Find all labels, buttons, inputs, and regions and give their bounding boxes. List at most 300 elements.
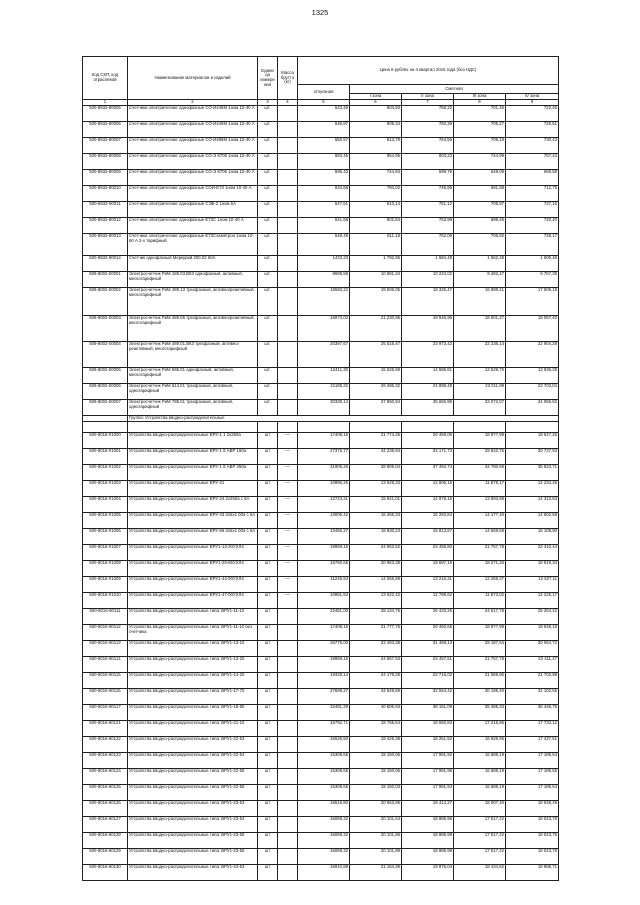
item-unit: шт — [258, 865, 278, 881]
item-mass — [278, 785, 298, 801]
item-code: 509-8002-00004 — [83, 342, 128, 368]
item-name: Счетчики электрические однофазные СОИ-Е73 1ном 10-40 А — [128, 186, 258, 202]
item-code: 500-8016-90114 — [83, 657, 128, 673]
price-zone-2: 17 991,95 — [402, 769, 454, 785]
price-zone-3: 29 842,75 — [454, 449, 506, 465]
item-mass: — — [278, 481, 298, 497]
price-zone-1: 21 230,95 — [350, 316, 402, 342]
price-zone-4: 23 703,04 — [506, 384, 559, 400]
price-zone-1: 26 496,32 — [350, 384, 402, 400]
table-row — [83, 785, 559, 801]
item-unit: шт. — [258, 138, 278, 154]
item-unit: шт — [258, 721, 278, 737]
item-name: Устройства вводно-распределительные ВРУ1-44-00УХЛ4 — [128, 577, 258, 593]
price-zone-1: 19 150,06 — [350, 753, 402, 769]
item-name: Устройства вводно-распределительные типа: ВРУ1-23-53 — [128, 801, 258, 817]
item-name: Устройства вводно-распределительные типа: ВРУ1-24-53 — [128, 865, 258, 881]
price-otpusk: 27699,27 — [298, 689, 350, 705]
item-code: 500-8016-90123 — [83, 753, 128, 769]
item-unit: шт. — [258, 122, 278, 138]
price-zone-1: 809,34 — [350, 122, 402, 138]
item-mass — [278, 737, 298, 753]
item-code: 500-8016-01006 — [83, 529, 128, 545]
item-code: 500-8832-90006 — [83, 122, 128, 138]
price-zone-4: 17 189,54 — [506, 785, 559, 801]
price-zone-3: 16 688,19 — [454, 753, 506, 769]
price-zone-3: 21 757,78 — [454, 657, 506, 673]
price-otpusk: 15308,65 — [298, 753, 350, 769]
price-zone-3: 24 517,78 — [454, 609, 506, 625]
price-zone-4: 14 602,68 — [506, 513, 559, 529]
item-name: Устройства вводно-распределительные ВРУ-43 2х5х1 00а с 6А — [128, 513, 258, 529]
item-name: Устройства вводно-распределительные типа: ВРУ1-23-54 — [128, 817, 258, 833]
item-code: 500-8832-90013 — [83, 234, 128, 256]
item-unit: шт. — [258, 368, 278, 384]
price-zone-1: 19 150,03 — [350, 785, 402, 801]
item-code: 500-8832-90009 — [83, 170, 128, 186]
item-mass: — — [278, 465, 298, 481]
table-row — [83, 497, 559, 513]
price-zone-1: 15 525,69 — [350, 368, 402, 384]
price-zone-1: 802,84 — [350, 218, 402, 234]
price-zone-1: 19 506,05 — [350, 288, 402, 316]
item-mass — [278, 342, 298, 368]
price-otpusk: 16516,80 — [298, 801, 350, 817]
price-zone-2: 1 684,48 — [402, 256, 454, 272]
table-row — [83, 368, 559, 384]
item-unit: шт — [258, 737, 278, 753]
item-unit: шт. — [258, 154, 278, 170]
price-zone-1: 16 830,23 — [350, 529, 402, 545]
item-unit: шт. — [258, 272, 278, 288]
item-code: 500-8016-01010 — [83, 593, 128, 609]
price-otpusk: 16973,03 — [298, 316, 350, 342]
price-zone-4: 1 609,46 — [506, 256, 559, 272]
price-zone-4: 25 254,42 — [506, 609, 559, 625]
table-row — [83, 316, 559, 342]
table-row — [83, 737, 559, 753]
item-code: 500-8016-01002 — [83, 465, 128, 481]
item-mass — [278, 753, 298, 769]
header-otpusk: отпускная — [298, 85, 350, 100]
header-zone-3: III зона — [454, 94, 506, 100]
price-zone-1: 794,02 — [350, 186, 402, 202]
item-mass — [278, 316, 298, 342]
price-otpusk: 10896,25 — [298, 481, 350, 497]
price-otpusk: 634,68 — [298, 186, 350, 202]
item-unit: шт. — [258, 186, 278, 202]
price-zone-3: 701,46 — [454, 106, 506, 122]
table-row — [83, 433, 559, 449]
price-otpusk: 31905,26 — [298, 465, 350, 481]
item-code: 500-8832-90010 — [83, 186, 128, 202]
price-zone-4: 18 819,34 — [506, 561, 559, 577]
price-zone-3: 17 215,86 — [454, 721, 506, 737]
price-zone-4: 31 102,65 — [506, 689, 559, 705]
price-zone-3: 16 998,41 — [454, 288, 506, 316]
price-zone-2: 18 885,99 — [402, 833, 454, 849]
price-zone-2: 15 813,67 — [402, 529, 454, 545]
price-zone-4: 18 043,78 — [506, 849, 559, 865]
price-otpusk: 19959,16 — [298, 545, 350, 561]
item-mass — [278, 234, 298, 256]
item-unit: шт — [258, 465, 278, 481]
table-row — [83, 657, 559, 673]
item-name: Электросчетчик РиМ 586.01 однофазный, активный, многотарифный — [128, 368, 258, 384]
item-code: 500-8016-90117 — [83, 705, 128, 721]
item-mass — [278, 689, 298, 705]
item-name: Счетчики электрические однофазные СО-И446М 1ном 10-40 А — [128, 106, 258, 122]
price-zone-1: 19 755,54 — [350, 721, 402, 737]
item-name: Электросчетчик РиМ 614.01 трехфазный, активный, однотарифный — [128, 384, 258, 400]
price-otpusk: 17409,16 — [298, 433, 350, 449]
price-zone-2: 12 789,62 — [402, 593, 454, 609]
price-otpusk: 15529,50 — [298, 737, 350, 753]
price-zone-1: 34 239,84 — [350, 449, 402, 465]
price-zone-2: 753,98 — [402, 218, 454, 234]
price-zone-2: 23 973,42 — [402, 342, 454, 368]
item-code: 500-8016-01004 — [83, 497, 128, 513]
item-unit: шт — [258, 481, 278, 497]
price-zone-2: 762,09 — [402, 234, 454, 256]
price-zone-2: 32 554,42 — [402, 689, 454, 705]
item-unit: шт. — [258, 106, 278, 122]
item-mass: — — [278, 593, 298, 609]
price-zone-2: 22 716,02 — [402, 673, 454, 689]
price-zone-1: 20 101,86 — [350, 833, 402, 849]
item-mass — [278, 865, 298, 881]
price-zone-3: 29 187,64 — [454, 641, 506, 657]
item-mass — [278, 186, 298, 202]
price-otpusk: 27375,77 — [298, 449, 350, 465]
price-zone-1: 24 178,28 — [350, 673, 402, 689]
price-zone-1: 28 134,75 — [350, 609, 402, 625]
item-code: 500-8016-90116 — [83, 689, 128, 705]
price-zone-4: 730,43 — [506, 138, 559, 154]
item-mass — [278, 288, 298, 316]
price-zone-1: 1 792,95 — [350, 256, 402, 272]
item-mass: — — [278, 513, 298, 529]
price-otpusk: 21189,32 — [298, 384, 350, 400]
table-row — [83, 609, 559, 625]
item-code — [83, 422, 128, 433]
item-code: 500-8832-90014 — [83, 256, 128, 272]
item-unit: шт — [258, 593, 278, 609]
table-row — [83, 577, 559, 593]
item-mass: — — [278, 433, 298, 449]
table-row — [83, 641, 559, 657]
item-mass — [278, 218, 298, 234]
price-zone-2: 17 991,92 — [402, 753, 454, 769]
price-zone-2: 35 656,95 — [402, 400, 454, 416]
item-name: Устройства вводно-распределительные ВРУ-1 1 2х250а — [128, 433, 258, 449]
price-zone-3: 21 069,90 — [454, 673, 506, 689]
item-code: 500-8016-90115 — [83, 673, 128, 689]
item-name: Счетчики электрические однофазные СО-И449М 1ном 10-40 А — [128, 122, 258, 138]
item-code: 500-8832-90007 — [83, 138, 128, 154]
price-zone-3: 17 517,42 — [454, 833, 506, 849]
price-zone-3: 11 873,02 — [454, 593, 506, 609]
table-row — [83, 202, 559, 218]
item-name: Устройства вводно-распределительные типа: ВРУ1-13-10 — [128, 641, 258, 657]
price-zone-2: 10 223,02 — [402, 272, 454, 288]
price-zone-1: 21 777,76 — [350, 625, 402, 641]
price-zone-2: 18 885,96 — [402, 817, 454, 833]
item-code: 500-8016-90124 — [83, 769, 128, 785]
price-zone-1: 34 649,69 — [350, 689, 402, 705]
price-otpusk: 22481,00 — [298, 609, 350, 625]
item-code: 509-8002-00007 — [83, 400, 128, 416]
table-row — [83, 256, 559, 272]
item-unit: шт — [258, 817, 278, 833]
price-zone-2: 38 151,09 — [402, 705, 454, 721]
price-zone-1: 13 628,33 — [350, 481, 402, 497]
table-row — [83, 384, 559, 400]
table-row — [83, 234, 559, 256]
price-zone-1: 810,14 — [350, 202, 402, 218]
price-zone-2: 20 460,65 — [402, 625, 454, 641]
price-zone-1: 25 516,47 — [350, 342, 402, 368]
price-zone-3: 17 517,42 — [454, 817, 506, 833]
price-zone-1: 811,18 — [350, 234, 402, 256]
item-mass — [278, 400, 298, 416]
col-number: 2 — [128, 100, 258, 106]
table-row — [83, 154, 559, 170]
item-code: 500-8016-01009 — [83, 577, 128, 593]
item-name: Счетчики электрические однофазные СО-Э 6706 1ном 10-40 А — [128, 170, 258, 186]
table-row — [83, 849, 559, 865]
header-zone-1: I зона — [350, 94, 402, 100]
price-zone-2: 14 586,81 — [402, 368, 454, 384]
header-zone-2: II зона — [402, 94, 454, 100]
item-mass: — — [278, 545, 298, 561]
header-mass: Масса брутто (кг) — [278, 57, 298, 100]
item-unit: шт — [258, 529, 278, 545]
price-otpusk: 16069,32 — [298, 849, 350, 865]
item-code: 509-8002-00001 — [83, 272, 128, 288]
col-number: 3 — [258, 100, 278, 106]
item-unit: шт — [258, 625, 278, 641]
table-row — [83, 186, 559, 202]
price-zone-4: 17 733,12 — [506, 721, 559, 737]
item-code: 500-8016-01005 — [83, 513, 128, 529]
item-unit: шт — [258, 801, 278, 817]
item-name: Устройства вводно-распределительные ВРУ-21 — [128, 481, 258, 497]
price-otpusk: 8698,58 — [298, 272, 350, 288]
col-number: 4 — [278, 100, 298, 106]
item-code: 500-8016-90111 — [83, 609, 128, 625]
price-otpusk: 683,45 — [298, 154, 350, 170]
item-mass — [278, 609, 298, 625]
table-row — [83, 465, 559, 481]
table-row — [83, 865, 559, 881]
price-zone-2: 31 468,13 — [402, 641, 454, 657]
item-code: 500-8016-90121 — [83, 721, 128, 737]
price-otpusk: 15308,65 — [298, 785, 350, 801]
price-otpusk: 12411,30 — [298, 368, 350, 384]
item-unit: шт. — [258, 202, 278, 218]
price-otpusk: 16760,65 — [298, 561, 350, 577]
price-zone-4: 21 702,98 — [506, 673, 559, 689]
price-zone-3: 23 011,99 — [454, 384, 506, 400]
price-zone-1: 40 606,93 — [350, 705, 402, 721]
item-unit: шт. — [258, 288, 278, 316]
group-title: Группа: Устройства вводно-распределительные — [128, 416, 559, 422]
price-zone-4: 19 547,26 — [506, 433, 559, 449]
price-zone-2: 19 697,19 — [402, 561, 454, 577]
item-name: Счетчики электрические однофазные Е73С 1ном 10-40 А — [128, 218, 258, 234]
price-zone-4: 720,40 — [506, 218, 559, 234]
price-zone-3: 13 893,88 — [454, 497, 506, 513]
item-code: 500-8016-90126 — [83, 801, 128, 817]
item-name: Устройства вводно-распределительные ВРУ-24 2х250а с 6А — [128, 497, 258, 513]
item-mass: — — [278, 529, 298, 545]
col-number: 8 — [454, 100, 506, 106]
table-row — [83, 801, 559, 817]
item-code: 509-8002-00002 — [83, 288, 128, 316]
price-zone-3: 18 007,40 — [454, 801, 506, 817]
item-code: 500-8016-01007 — [83, 545, 128, 561]
price-zone-4: 727,16 — [506, 202, 559, 218]
price-zone-2: 18 885,98 — [402, 849, 454, 865]
price-otpusk: 26775,00 — [298, 641, 350, 657]
item-mass — [278, 721, 298, 737]
item-name: Устройства вводно-распределительные типа: ВРУ1-23-56 — [128, 849, 258, 865]
price-zone-3: 706,92 — [454, 234, 506, 256]
item-unit: шт. — [258, 170, 278, 186]
item-name: Устройства вводно-распределительные ВРУ-1 8 АВР 250а — [128, 465, 258, 481]
price-zone-2: 15 283,84 — [402, 513, 454, 529]
price-otpusk: 19328,14 — [298, 673, 350, 689]
price-zone-2: 803,23 — [402, 154, 454, 170]
price-otpusk: 647,61 — [298, 202, 350, 218]
item-code: 509-8002-00006 — [83, 384, 128, 400]
price-zone-2: 745,95 — [402, 186, 454, 202]
price-zone-4: 722,46 — [506, 106, 559, 122]
price-zone-1: 21 774,25 — [350, 433, 402, 449]
header-price-group: Цена в рублях на 4 квартал 2015 года (без НДС) — [298, 57, 559, 85]
price-zone-3: 12 259,37 — [454, 577, 506, 593]
price-zone-1: 813,78 — [350, 138, 402, 154]
price-otpusk: 595,43 — [298, 170, 350, 186]
price-zone-2: 758,32 — [402, 106, 454, 122]
table-row — [83, 170, 559, 186]
item-unit: шт. — [258, 234, 278, 256]
price-zone-1: 15 941,01 — [350, 497, 402, 513]
item-name: Устройства вводно-распределительные типа: ВРУ1-22-55 — [128, 769, 258, 785]
price-zone-4: 17 189,55 — [506, 769, 559, 785]
item-code: 500-8016-01003 — [83, 481, 128, 497]
item-unit: шт — [258, 577, 278, 593]
price-zone-1: 20 663,96 — [350, 801, 402, 817]
price-zone-3: 21 757,78 — [454, 545, 506, 561]
price-otpusk: 15308,65 — [298, 769, 350, 785]
item-unit: шт. — [258, 316, 278, 342]
item-name: Устройства вводно-распределительные типа: ВРУ1-11-10 — [128, 609, 258, 625]
item-mass — [278, 256, 298, 272]
price-zone-4: 22 410,44 — [506, 545, 559, 561]
item-unit: шт. — [258, 342, 278, 368]
price-otpusk: 13005,42 — [298, 513, 350, 529]
item-name: Устройства вводно-распределительные ВРУ1-13-20УХЛ4 — [128, 545, 258, 561]
price-zone-2: 32 171,73 — [402, 449, 454, 465]
header-code: Код СКП, код отраслевой — [83, 57, 128, 100]
item-mass — [278, 170, 298, 186]
table-row — [83, 449, 559, 465]
price-zone-2: 13 216,31 — [402, 577, 454, 593]
table-row — [83, 817, 559, 833]
price-zone-1: 39 905,04 — [350, 465, 402, 481]
item-name: Счетчики электрические однофазные СЭБ-2 1ном 5А — [128, 202, 258, 218]
price-otpusk: 20397,67 — [298, 342, 350, 368]
col-number: 1 — [83, 100, 128, 106]
price-zone-4: 17 189,54 — [506, 753, 559, 769]
price-zone-3 — [454, 422, 506, 433]
item-name: Счетчики электрические однофазные СО-Э 6705 1ном 10-40 А — [128, 154, 258, 170]
item-name: Устройства вводно-распределительные типа: ВРУ1-11-10 без счетчика — [128, 625, 258, 641]
price-otpusk: 10881,53 — [298, 593, 350, 609]
price-zone-3: 699,46 — [454, 218, 506, 234]
price-zone-4: 18 043,75 — [506, 833, 559, 849]
item-unit: шт — [258, 497, 278, 513]
table-row — [83, 513, 559, 529]
item-mass — [278, 122, 298, 138]
item-name: Устройства вводно-распределительные типа: ВРУ1-17-70 — [128, 689, 258, 705]
price-zone-3: 705,27 — [454, 122, 506, 138]
price-otpusk: 12743,31 — [298, 497, 350, 513]
item-code: 500-8016-90128 — [83, 833, 128, 849]
price-zone-4: 19 057,40 — [506, 316, 559, 342]
item-code: 500-8832-90008 — [83, 154, 128, 170]
item-code: 509-8002-00003 — [83, 316, 128, 342]
price-zone-4: 34 065,62 — [506, 400, 559, 416]
table-row — [83, 342, 559, 368]
item-name — [128, 422, 258, 433]
price-zone-4: 30 737,93 — [506, 449, 559, 465]
price-zone-2: 760,39 — [402, 122, 454, 138]
item-name: Устройства вводно-распределительные типа: ВРУ1-21-10 — [128, 721, 258, 737]
price-zone-4: 12 225,17 — [506, 593, 559, 609]
col-number: 5 — [298, 100, 350, 106]
price-zone-1: 744,84 — [350, 170, 402, 186]
price-zone-2: 24 899,48 — [402, 384, 454, 400]
price-zone-4: 12 234,45 — [506, 481, 559, 497]
item-mass — [278, 422, 298, 433]
price-otpusk: 1433,33 — [298, 256, 350, 272]
item-code: 500-8016-90113 — [83, 641, 128, 657]
item-mass — [278, 673, 298, 689]
price-zone-1: 19 150,06 — [350, 769, 402, 785]
price-zone-4: 17 509,18 — [506, 288, 559, 316]
col-number: 9 — [506, 100, 559, 106]
price-zone-4: 668,59 — [506, 170, 559, 186]
item-mass — [278, 769, 298, 785]
price-otpusk: 30339,14 — [298, 400, 350, 416]
price-zone-1: 13 622,42 — [350, 593, 402, 609]
price-zone-3: 13 529,75 — [454, 368, 506, 384]
table-row — [83, 833, 559, 849]
item-name: Электросчетчик РиМ 189.03.ВК3 однофазный, активный, многотарифный — [128, 272, 258, 288]
price-zone-1 — [350, 422, 402, 433]
item-unit: шт — [258, 769, 278, 785]
price-zone-4: 17 437,61 — [506, 737, 559, 753]
price-otpusk: 643,49 — [298, 106, 350, 122]
item-name: Электросчетчик РиМ 489.01.ВК3 трехфазный, активно/реактивный, многотарифный — [128, 342, 258, 368]
price-otpusk: 648,48 — [298, 234, 350, 256]
price-zone-1: 33 493,38 — [350, 641, 402, 657]
header-unit: Едини ца измере ния — [258, 57, 278, 100]
price-zone-2: 764,56 — [402, 138, 454, 154]
